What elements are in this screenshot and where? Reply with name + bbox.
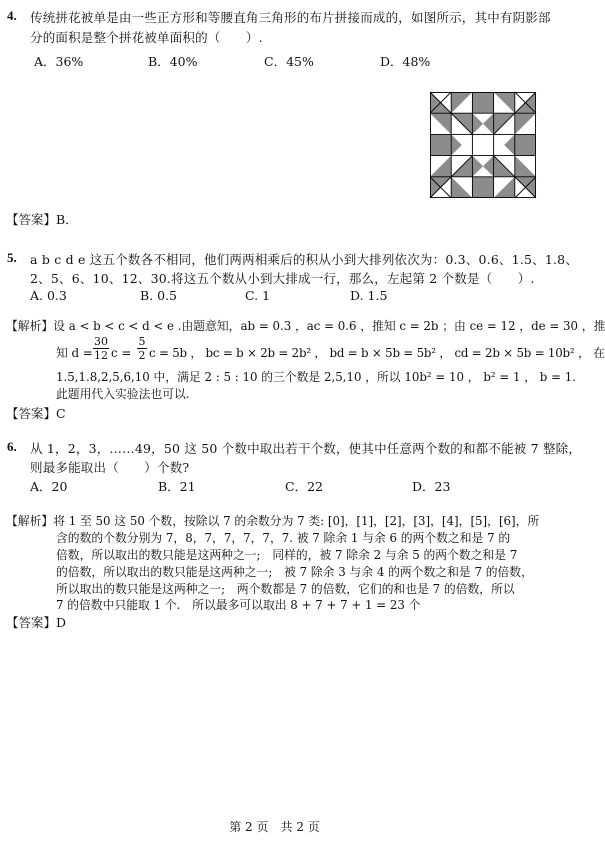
q6-option-c: C．22 [285,479,323,494]
q5-fraction-5-2 [137,336,147,362]
q6-solution-line2: 含的数的个数分别为 7，8，7，7，7，7，7. 被 7 除余 1 与余 6 的两个数之和是 7 的 [56,531,511,545]
q6-stem-line1: 从 1，2，3，……49，50 这 50 个数中取出若干个数，使其中任意两个数的和都不能被 7 整除， [30,441,582,456]
q5-answer: 【答案】C [6,406,66,421]
q4-number: 4. [7,8,17,23]
q5-option-c: C. 1 [245,288,271,303]
q4-option-c: C．45% [264,54,314,69]
q5-option-a: A. 0.3 [30,288,67,303]
q6-option-a: A．20 [30,479,68,494]
q6-solution-line4: 的倍数，所以取出的数只能是这两种之一; 被 7 除余 3 与余 4 的两个数之和是 7 的倍数， [56,565,533,579]
page-footer: 第 2 页 共 2 页 [229,820,320,834]
q6-option-b: B．21 [158,479,196,494]
q4-option-a: A．36% [34,54,84,69]
q4-option-d: D．48% [380,54,431,69]
q5-solution-line3: 1.5,1.8,2,5,6,10 中，满足 2 : 5 : 10 的三个数是 2,5,10 ，所以 10b² = 10 ， b² = 1 ， b = 1. [56,370,576,384]
q5-option-b: B. 0.5 [140,288,178,303]
q4-stem-line1: 传统拼花被单是由一些正方形和等腰直角三角形的布片拼接而成的，如图所示，其中有阴影部 [30,10,551,25]
q6-solution-line6: 7 的倍数中只能取 1 个. 所以最多可以取出 8 + 7 + 7 + 1 = 23 个 [56,598,421,612]
q6-stem-line2: 则最多能取出（ ）个数? [30,460,190,475]
quilt-pattern-figure [430,92,536,198]
fraction-numerator: 5 [138,335,146,348]
q5-stem-line1: a b c d e 这五个数各不相同，他们两两相乘后的积从小到大排列依次为：0.3、0.6、1.5、1.8、 [30,252,579,267]
q6-number: 6. [7,439,17,454]
q4-option-b: B．40% [148,54,198,69]
q5-option-d: D. 1.5 [350,288,388,303]
q5-solution-line2-post: c = 5b ， bc = b × 2b = 2b² ， bd = b × 5b = 5b² ， cd = 2b × 5b = 10b² ， 在 [149,346,605,360]
q6-option-d: D．23 [412,479,451,494]
q5-solution-line2-mid: c = [111,346,132,360]
q6-solution-line1: 【解析】将 1 至 50 这 50 个数，按除以 7 的余数分为 7 类: [0]，[1]，[2]，[3]，[4]，[5]，[6]，所 [6,514,540,528]
fraction-numerator: 30 [94,335,108,348]
fraction-denominator: 12 [94,349,108,362]
q6-solution-line3: 倍数，所以取出的数只能是这两种之一; 同样的，被 7 除余 2 与余 5 的两个数之和是 7 [56,548,518,562]
fraction-denominator: 2 [138,349,146,362]
q4-answer: 【答案】B． [6,212,78,227]
q5-stem-line2: 2、5、6、10、12、30.将这五个数从小到大排成一行，那么，左起第 2 个数是（ ）. [30,271,535,286]
q5-number: 5. [7,250,17,265]
q6-answer: 【答案】D [6,615,67,630]
q4-stem-line2: 分的面积是整个拼花被单面积的（ ）. [30,30,263,45]
q6-solution-line5: 所以取出的数只能是这两种之一; 两个数都是 7 的倍数，它们的和也是 7 的倍数，所以 [56,582,515,596]
q5-solution-line1: 【解析】设 a < b < c < d < e .由题意知，ab = 0.3 ，ac = 0.6 ，推知 c = 2b ；由 ce = 12 ，de = 30 ，推 [6,319,605,333]
q5-fraction-30-12 [93,336,109,362]
q5-solution-line4: 此题用代入实验法也可以. [56,387,190,401]
q5-solution-line2-pre: 知 d = [56,346,93,360]
